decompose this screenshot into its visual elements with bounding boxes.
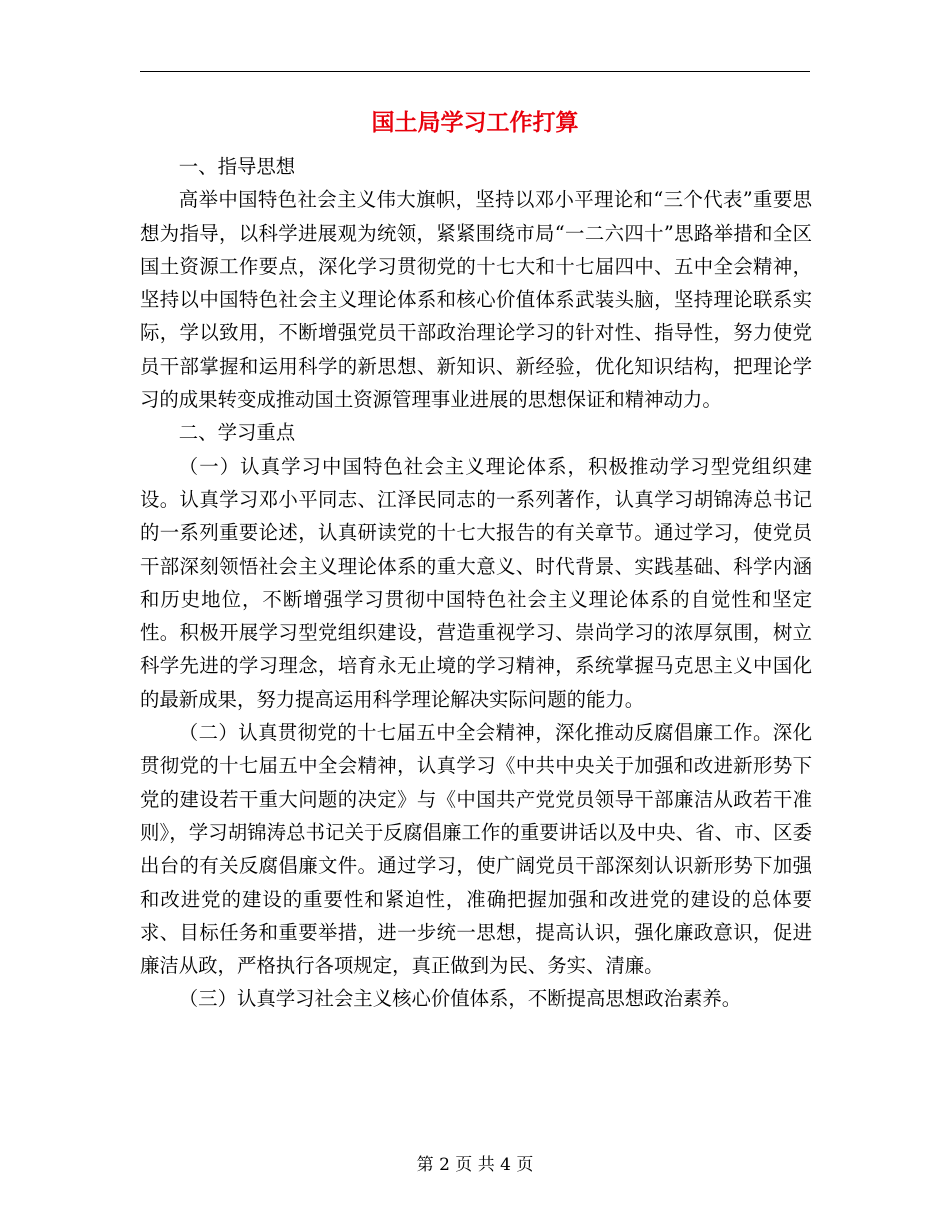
document-body <box>140 150 812 1016</box>
paragraph-focus-2: （二）认真贯彻党的十七届五中全会精神，深化推动反腐倡廉工作。深化贯彻党的十七届五中全会精神，认真学习《中共中央关于加强和改进新形势下党的建设若干重大问题的决定》与《中国共产党党员领导干部廉洁从政若干准则》，学习胡锦涛总书记关于反腐倡廉工作的重要讲话以及中央、省、市、区委出台的有关反腐倡廉文件。通过学习，使广阔党员干部深刻认识新形势下加强和改进党的建设的重要性和紧迫性，准确把握加强和改进党的建设的总体要求、目标任务和重要举措，进一步统一思想，提高认识，强化廉政意识，促进廉洁从政，严格执行各项规定，真正做到为民、务实、清廉。 <box>140 721 812 978</box>
header-rule <box>140 71 810 72</box>
paragraph-guiding-thought: 高举中国特色社会主义伟大旗帜，坚持以邓小平理论和“三个代表”重要思想为指导，以科学进展观为统领，紧紧围绕市局“一二六四十”思路举措和全区国土资源工作要点，深化学习贯彻党的十七大和十七届四中、五中全会精神，坚持以中国特色社会主义理论体系和核心价值体系武装头脑，坚持理论联系实际，学以致用，不断增强党员干部政治理论学习的针对性、指导性，努力使党员干部掌握和运用科学的新思想、新知识、新经验，优化知识结构，把理论学习的成果转变成推动国土资源管理事业进展的思想保证和精神动力。 <box>140 188 812 412</box>
document-title: 国土局学习工作打算 <box>371 109 579 136</box>
page-footer: 第 2 页 共 4 页 <box>416 1155 534 1175</box>
paragraph-focus-1: （一）认真学习中国特色社会主义理论体系，积极推动学习型党组织建设。认真学习邓小平同志、江泽民同志的一系列著作，认真学习胡锦涛总书记的一系列重要论述，认真研读党的十七大报告的有关章节。通过学习，使党员干部深刻领悟社会主义理论体系的重大意义、时代背景、实践基础、科学内涵和历史地位，不断增强学习贯彻中国特色社会主义理论体系的自觉性和坚定性。积极开展学习型党组织建设，营造重视学习、崇尚学习的浓厚氛围，树立科学先进的学习理念，培育永无止境的学习精神，系统掌握马克思主义中国化的最新成果，努力提高运用科学理论解决实际问题的能力。 <box>140 454 812 711</box>
paragraph-focus-3: （三）认真学习社会主义核心价值体系，不断提高思想政治素养。 <box>178 987 742 1011</box>
heading-study-focus: 二、学习重点 <box>178 421 296 445</box>
heading-guiding-thought: 一、指导思想 <box>178 155 296 178</box>
